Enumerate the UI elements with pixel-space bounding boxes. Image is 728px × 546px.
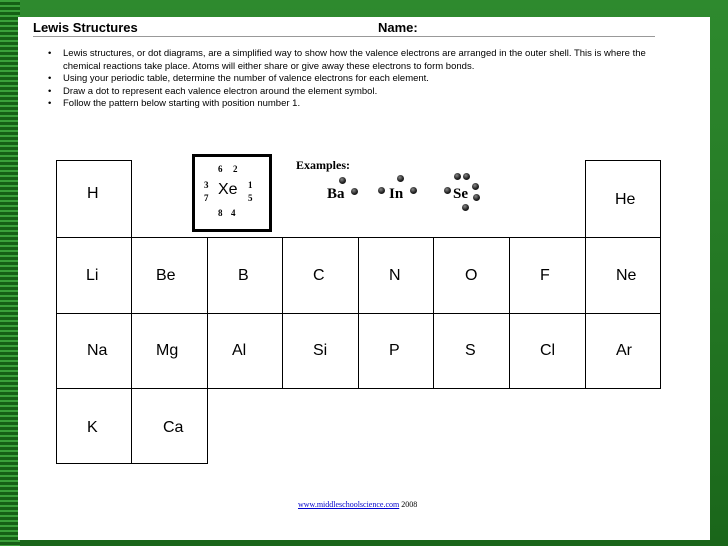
element-cell-si: Si: [313, 342, 328, 359]
element-cell-cl: Cl: [540, 342, 556, 359]
grid-line: [660, 160, 661, 389]
grid-line: [131, 160, 132, 464]
electron-dot: [378, 187, 385, 194]
example-se: Se: [453, 186, 468, 202]
element-cell-k: K: [87, 419, 98, 436]
electron-dot: [339, 177, 346, 184]
instruction-item: • Using your periodic table, determine the number of valence electrons for each element.: [48, 73, 429, 84]
element-cell-b: B: [238, 267, 249, 284]
instruction-item: • Draw a dot to represent each valence electron around the element symbol.: [48, 85, 378, 97]
element-cell-mg: Mg: [156, 342, 179, 359]
element-cell-o: O: [465, 267, 478, 284]
key-position-1: 1: [248, 180, 253, 190]
footer-credit: [298, 500, 417, 509]
grid-line: [56, 160, 57, 464]
key-position-6: 6: [218, 164, 223, 174]
element-cell-c: C: [313, 267, 325, 284]
element-cell-he: He: [615, 191, 636, 208]
electron-dot: [351, 188, 358, 195]
electron-dot: [454, 173, 461, 180]
instructions-list: [45, 48, 667, 111]
key-position-2: 2: [233, 164, 238, 174]
element-cell-f: F: [540, 267, 550, 284]
key-position-8: 8: [218, 208, 223, 218]
grid-line: [585, 160, 586, 389]
element-cell-ne: Ne: [616, 267, 637, 284]
grid-line: [282, 237, 283, 389]
element-cell-h: H: [87, 185, 99, 202]
element-cell-be: Be: [156, 267, 176, 284]
element-cell-al: Al: [232, 342, 247, 359]
grid-line: [509, 237, 510, 389]
electron-dot: [410, 187, 417, 194]
element-cell-li: Li: [86, 267, 99, 284]
instruction-item: • Follow the pattern below starting with position number 1.: [48, 98, 301, 109]
element-cell-n: N: [389, 267, 401, 284]
key-position-3: 3: [204, 180, 209, 190]
element-cell-s: S: [465, 342, 476, 359]
grid-line: [585, 160, 661, 161]
footer-link[interactable]: www.middleschoolscience.com: [298, 500, 400, 509]
element-cell-ar: Ar: [616, 342, 632, 359]
grid-line: [358, 237, 359, 389]
key-position-5: 5: [248, 193, 253, 203]
footer-year: 2008: [401, 500, 418, 509]
electron-dot: [472, 183, 479, 190]
electron-dot: [462, 204, 469, 211]
example-in: In: [389, 186, 404, 202]
electron-dot: [444, 187, 451, 194]
key-position-7: 7: [204, 193, 209, 203]
electron-dot: [463, 173, 470, 180]
examples-label: Examples:: [296, 158, 350, 172]
slide-side-stripe: [0, 0, 20, 546]
grid-line: [56, 463, 208, 464]
key-element-symbol: Xe: [218, 181, 238, 198]
element-cell-p: P: [389, 342, 400, 359]
example-ba: Ba: [327, 186, 345, 202]
worksheet-title: Lewis Structures: [33, 20, 138, 35]
grid-line: [433, 237, 434, 389]
grid-line: [56, 160, 132, 161]
key-position-4: 4: [231, 208, 236, 218]
instruction-item: • Lewis structures, or dot diagrams, are a simplified way to show how the valence electrons are arranged in the outer shell. This is where the chemical reactions take place. Atoms will either share or give away these electrons to form bonds.: [48, 48, 646, 72]
element-cell-na: Na: [87, 342, 108, 359]
electron-dot: [397, 175, 404, 182]
header-divider: [33, 36, 655, 37]
element-cell-ca: Ca: [163, 419, 184, 436]
name-label: Name:: [378, 20, 418, 35]
grid-line: [207, 237, 208, 464]
electron-dot: [473, 194, 480, 201]
